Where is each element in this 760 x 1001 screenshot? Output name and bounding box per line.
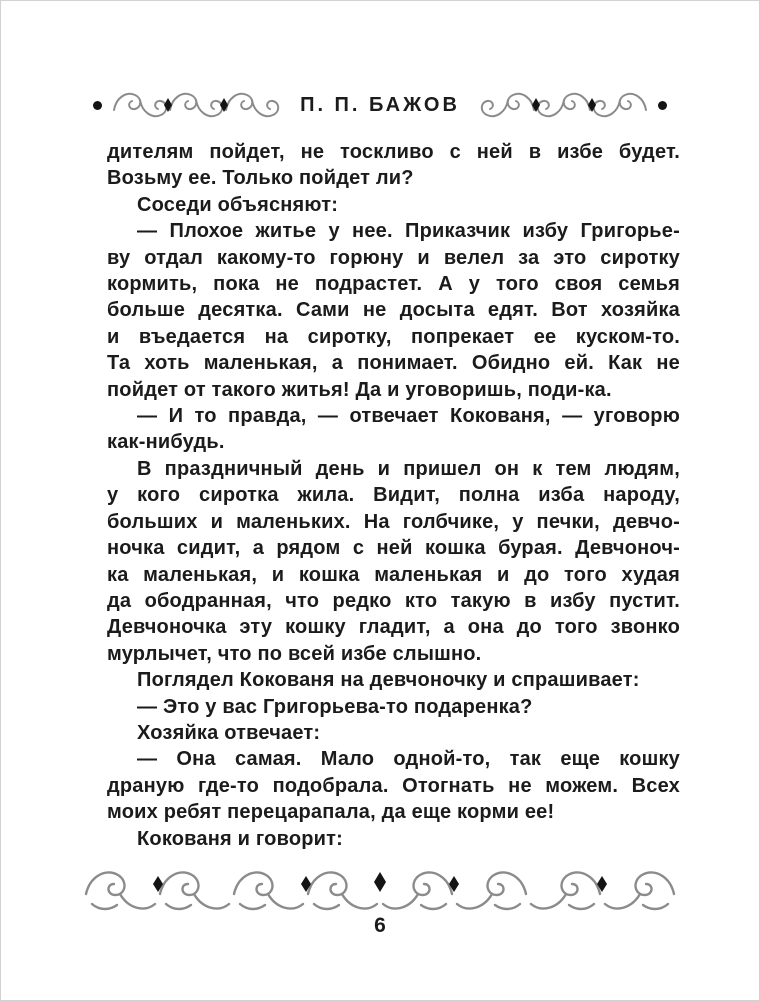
text-line: да ободранная, что редко кто такую в избу пустит.	[107, 589, 680, 612]
text-line: как-нибудь.	[107, 431, 225, 454]
page-header	[1, 87, 759, 123]
text-line: у кого сиротка жила. Видит, полна изба народу,	[107, 484, 680, 507]
text-line: мурлычет, что по всей избе слышно.	[107, 642, 482, 665]
text-line: драную где-то подобрала. Отогнать не можем. Всех	[107, 774, 680, 797]
text-line: Кокованя и говорит:	[137, 827, 343, 850]
text-line: — Плохое житье у нее. Приказчик избу Григорье-	[137, 220, 680, 243]
text-line: больше десятка. Сами не досыта едят. Вот хозяйка	[107, 299, 680, 322]
text-line: и въедается на сиротку, попрекает ее куском-то.	[107, 325, 680, 348]
text-line: больших и маленьких. На голбчике, у печки, девчо-	[107, 510, 680, 533]
text-line: Соседи объясняют:	[137, 193, 339, 216]
text-line: пойдет от такого житья! Да и уговоришь, поди-ка.	[107, 378, 612, 401]
paragraph	[107, 192, 680, 218]
page-header-title: П. П. БАЖОВ	[300, 93, 460, 116]
text-line: Та хоть маленькая, а понимает. Обидно ей. Как не	[107, 352, 680, 375]
paragraph	[107, 456, 680, 667]
ornament-end-dot-left	[93, 101, 102, 110]
text-line: дителям пойдет, не тоскливо с ней в избе будет.	[107, 141, 680, 163]
header-ornament-right	[476, 88, 648, 122]
text-line: — Она самая. Мало одной-то, так еще кошку	[137, 748, 680, 771]
paragraph	[107, 746, 680, 825]
paragraph	[107, 667, 680, 693]
page-footer	[1, 866, 759, 938]
body-text	[1, 139, 759, 852]
footer-ornament	[84, 866, 676, 912]
text-line: В праздничный день и пришел он к тем людям,	[137, 457, 680, 480]
text-line: Поглядел Кокованя на девчоночку и спрашивает:	[137, 669, 640, 692]
text-line: ка маленькая, и кошка маленькая и до того худая	[107, 563, 680, 586]
paragraph	[107, 826, 680, 852]
text-line: кормить, пока не подрастет. А у того своя семья	[107, 273, 680, 296]
text-line: — Это у вас Григорьева-то подаренка?	[137, 695, 533, 718]
text-line: Хозяйка отвечает:	[137, 721, 321, 744]
header-ornament-left	[112, 88, 284, 122]
paragraph	[107, 139, 680, 192]
text-line: — И то правда, — отвечает Кокованя, — уговорю	[137, 405, 680, 428]
text-line: моих ребят перецарапала, да еще корми ее!	[107, 801, 555, 824]
page-number: 6	[374, 913, 386, 937]
text-line: Девчоночка эту кошку гладит, а она до того звонко	[107, 616, 680, 639]
paragraph	[107, 720, 680, 746]
ornament-end-dot-right	[658, 101, 667, 110]
text-line: ночка сидит, а рядом с ней кошка бурая. Девчоноч-	[107, 537, 680, 560]
paragraph	[107, 694, 680, 720]
paragraph	[107, 403, 680, 456]
text-line: ву отдал какому-то горюну и велел за это сиротку	[107, 246, 680, 269]
paragraph	[107, 218, 680, 403]
text-line: Возьму ее. Только пойдет ли?	[107, 167, 414, 190]
